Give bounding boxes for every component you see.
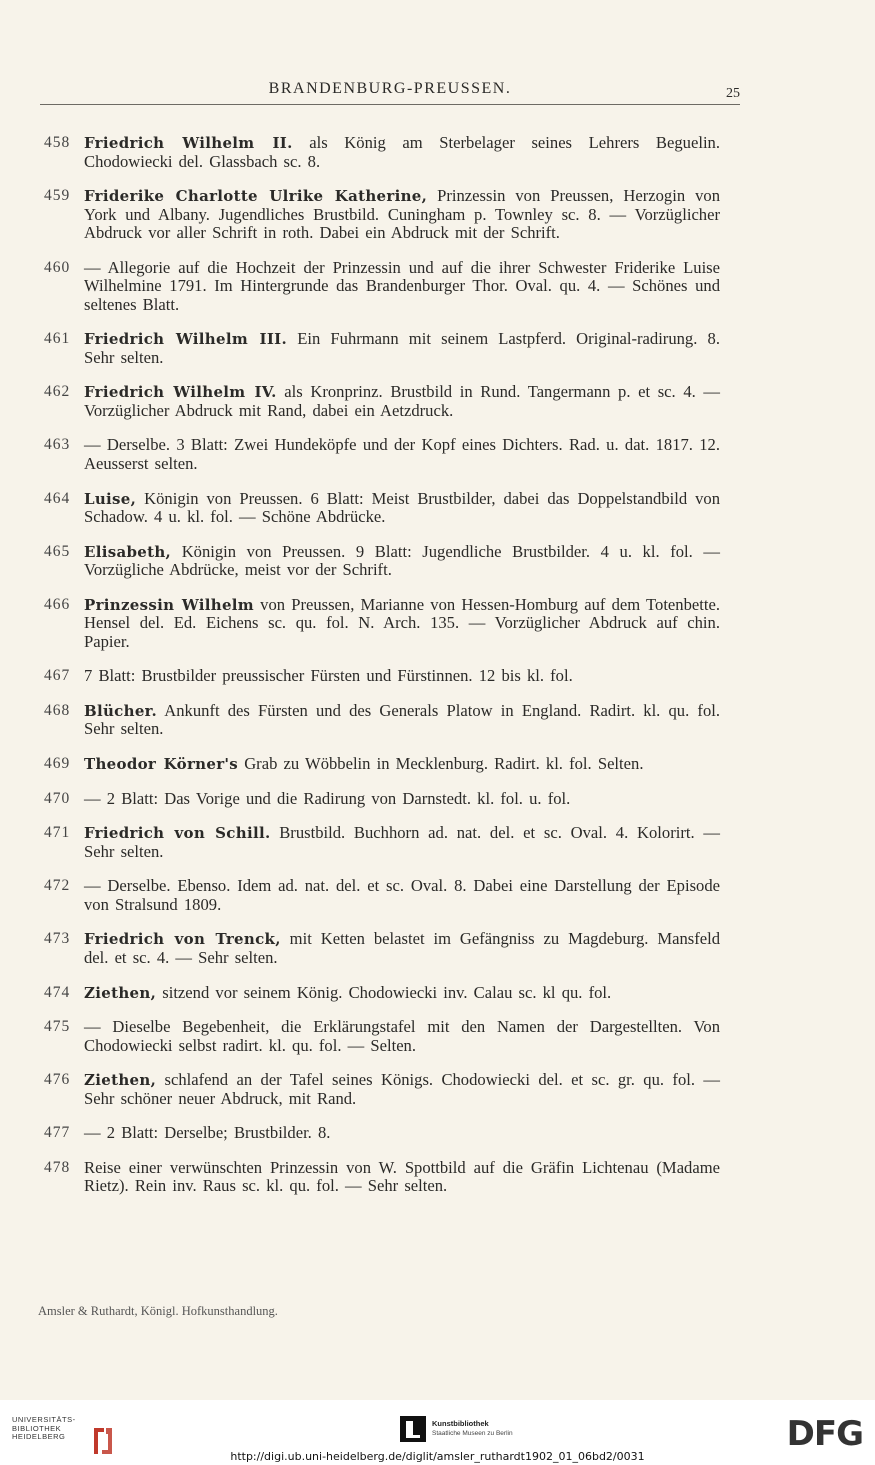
entry-description: Grab zu Wöbbelin in Mecklenburg. Radirt. kl. fol. Selten.	[238, 754, 644, 774]
catalog-entry	[44, 877, 720, 914]
entry-heading: Friedrich Wilhelm III.	[84, 330, 288, 349]
entry-heading: Blücher.	[84, 701, 158, 720]
catalog-entry	[44, 667, 720, 686]
entry-number: 475	[44, 1018, 71, 1036]
entry-body	[84, 596, 720, 652]
entry-heading: Friedrich von Schill.	[84, 824, 271, 843]
entry-description: — Derselbe. 3 Blatt: Zwei Hundeköpfe und der Kopf eines Dichters. Rad. u. dat. 1817. 12. Aeusserst selten.	[84, 435, 720, 473]
entry-description: — 2 Blatt: Das Vorige und die Radirung von Darnstedt. kl. fol. u. fol.	[84, 788, 571, 808]
heidelberg-library-logo[interactable]	[12, 1416, 112, 1442]
entry-heading: Friedrich Wilhelm IV.	[84, 383, 277, 402]
entry-body	[84, 790, 720, 809]
entry-number: 462	[44, 383, 71, 401]
catalog-entry	[44, 702, 720, 739]
entry-description: 7 Blatt: Brustbilder preussischer Fürsten und Fürstinnen. 12 bis kl. fol.	[84, 666, 573, 686]
entry-description: Ein Fuhrmann mit seinem Lastpferd. Original-radirung. 8. Sehr selten.	[84, 329, 720, 367]
catalog-entry	[44, 596, 720, 652]
entry-number: 473	[44, 930, 71, 948]
entry-number: 469	[44, 755, 71, 773]
page-number: 25	[726, 86, 740, 101]
entry-number: 474	[44, 983, 71, 1001]
kunstbibliothek-emblem-icon	[400, 1416, 426, 1442]
kunstbibliothek-name: Kunstbibliothek	[432, 1419, 489, 1428]
entry-body	[84, 436, 720, 473]
entry-number: 458	[44, 134, 71, 151]
catalog-entry	[44, 330, 720, 367]
catalog-entry	[44, 790, 720, 809]
entry-body	[84, 543, 720, 580]
entry-description: mit Ketten belastet im Gefängniss zu Magdeburg. Mansfeld del. et sc. 4. — Sehr selten.	[84, 929, 721, 967]
heidelberg-library-name: UNIVERSITÄTS- BIBLIOTHEK HEIDELBERG	[12, 1415, 76, 1441]
entry-body	[84, 984, 720, 1003]
entry-description: — 2 Blatt: Derselbe; Brustbilder. 8.	[84, 1123, 331, 1143]
entry-body	[84, 383, 720, 420]
entry-number: 471	[44, 824, 71, 842]
catalog-entry	[44, 1159, 720, 1196]
entry-heading: Friedrich Wilhelm II.	[84, 134, 293, 152]
catalog-entry	[44, 436, 720, 473]
entry-body	[84, 755, 720, 774]
entry-number: 468	[44, 701, 71, 719]
entry-body	[84, 824, 720, 861]
entry-description: Königin von Preussen. 9 Blatt: Jugendliche Brustbilder. 4 u. kl. fol. — Vorzügliche Abdrücke, meist vor der Schrift.	[84, 541, 720, 580]
entry-number: 470	[44, 789, 71, 807]
catalog-entry	[44, 543, 720, 580]
entry-number: 467	[44, 667, 71, 685]
entry-number: 464	[44, 489, 71, 507]
catalog-entry	[44, 984, 720, 1003]
entry-description: als König am Sterbelager seines Lehrers Beguelin. Chodowiecki del. Glassbach sc. 8.	[84, 133, 720, 171]
entry-heading: Theodor Körner's	[84, 755, 239, 774]
entry-heading: Elisabeth,	[84, 542, 172, 561]
digitization-footer	[0, 1400, 875, 1465]
catalog-entry	[44, 134, 720, 171]
entry-number: 466	[44, 595, 71, 613]
catalog-entry	[44, 1071, 720, 1108]
entry-body	[84, 490, 720, 527]
entry-description: — Derselbe. Ebenso. Idem ad. nat. del. et sc. Oval. 8. Dabei eine Darstellung der Episode von Stralsund 1809.	[84, 876, 720, 914]
running-header	[40, 78, 740, 105]
entry-body	[84, 930, 720, 967]
entry-heading: Luise,	[84, 489, 137, 508]
entry-body	[84, 1018, 720, 1055]
dfg-logo[interactable]: DFG	[786, 1414, 863, 1454]
entry-number: 461	[44, 330, 71, 348]
catalog-entry	[44, 930, 720, 967]
entry-description: sitzend vor seinem König. Chodowiecki inv. Calau sc. kl qu. fol.	[156, 982, 612, 1002]
entry-description: Königin von Preussen. 6 Blatt: Meist Brustbilder, dabei das Doppelstandbild von Schadow. 4 u. kl. fol. — Schöne Abdrücke.	[84, 488, 720, 527]
entry-number: 476	[44, 1071, 71, 1089]
catalog-entry	[44, 490, 720, 527]
entry-body	[84, 667, 720, 686]
catalog-entry	[44, 187, 720, 243]
entry-body	[84, 187, 720, 243]
entry-body	[84, 259, 720, 315]
entry-number: 460	[44, 258, 71, 276]
entry-body	[84, 1159, 720, 1196]
entry-number: 463	[44, 436, 71, 454]
entry-number: 465	[44, 542, 71, 560]
kunstbibliothek-subtitle: Staatliche Museen zu Berlin	[432, 1430, 513, 1437]
entry-body	[84, 1124, 720, 1143]
entry-number: 459	[44, 187, 71, 205]
entry-heading: Ziethen,	[84, 983, 157, 1002]
entry-number: 478	[44, 1158, 71, 1176]
entry-description: Brustbild. Buchhorn ad. nat. del. et sc. Oval. 4. Kolorirt. — Sehr selten.	[84, 823, 720, 861]
entry-heading: Ziethen,	[84, 1071, 157, 1090]
entry-body	[84, 877, 720, 914]
entry-description: von Preussen, Marianne von Hessen-Homburg auf dem Totenbette. Hensel del. Ed. Eichens sc. qu. fol. N. Arch. 135. — Vorzüglicher Abdruck auf chin. Papier.	[84, 594, 720, 651]
catalog-entries	[44, 134, 720, 1212]
entry-body	[84, 702, 720, 739]
entry-heading: Friedrich von Trenck,	[84, 930, 281, 949]
entry-description: schlafend an der Tafel seines Königs. Chodowiecki del. et sc. gr. qu. fol. — Sehr schöner neuer Abdruck, mit Rand.	[84, 1070, 720, 1108]
catalog-entry	[44, 383, 720, 420]
source-url-link[interactable]: http://digi.ub.uni-heidelberg.de/diglit/amsler_ruthardt1902_01_06bd2/0031	[230, 1450, 645, 1463]
entry-description: Prinzessin von Preussen, Herzogin von York und Albany. Jugendliches Brustbild. Cuningham p. Townley sc. 8. — Vorzüglicher Abdruck vor aller Schrift in roth. Dabei ein Abdruck mit der Schrift.	[84, 186, 720, 243]
catalog-entry	[44, 824, 720, 861]
publisher-imprint: Amsler & Ruthardt, Königl. Hofkunsthandlung.	[38, 1304, 278, 1318]
entry-body	[84, 1071, 720, 1108]
entry-body	[84, 330, 720, 367]
entry-body	[84, 134, 720, 171]
entry-description: — Dieselbe Begebenheit, die Erklärungstafel mit den Namen der Dargestellten. Von Chodowiecki selbst radirt. kl. qu. fol. — Selten.	[84, 1017, 720, 1055]
entry-description: Reise einer verwünschten Prinzessin von W. Spottbild auf die Gräfin Lichtenau (Madame Rietz). Rein inv. Raus sc. kl. qu. fol. — Sehr selten.	[84, 1157, 720, 1196]
catalog-entry	[44, 259, 720, 315]
entry-description: — Allegorie auf die Hochzeit der Prinzessin und auf die ihrer Schwester Friderike Luise Wilhelmine 1791. Im Hintergrunde das Brandenburger Thor. Oval. qu. 4. — Schönes und seltenes Blatt.	[84, 257, 720, 314]
entry-description: Ankunft des Fürsten und des Generals Platow in England. Radirt. kl. qu. fol. Sehr selten.	[84, 700, 720, 739]
catalog-entry	[44, 1018, 720, 1055]
catalog-entry	[44, 1124, 720, 1143]
entry-number: 472	[44, 877, 71, 895]
catalog-entry	[44, 755, 720, 774]
entry-number: 477	[44, 1124, 71, 1142]
page-title: BRANDENBURG-PREUSSEN.	[268, 80, 512, 97]
entry-heading: Friderike Charlotte Ulrike Katherine,	[84, 187, 428, 206]
entry-description: als Kronprinz. Brustbild in Rund. Tangermann p. et sc. 4. — Vorzüglicher Abdruck mit Rand, dabei ein Aetzdruck.	[84, 382, 721, 420]
entry-heading: Prinzessin Wilhelm	[84, 595, 254, 614]
